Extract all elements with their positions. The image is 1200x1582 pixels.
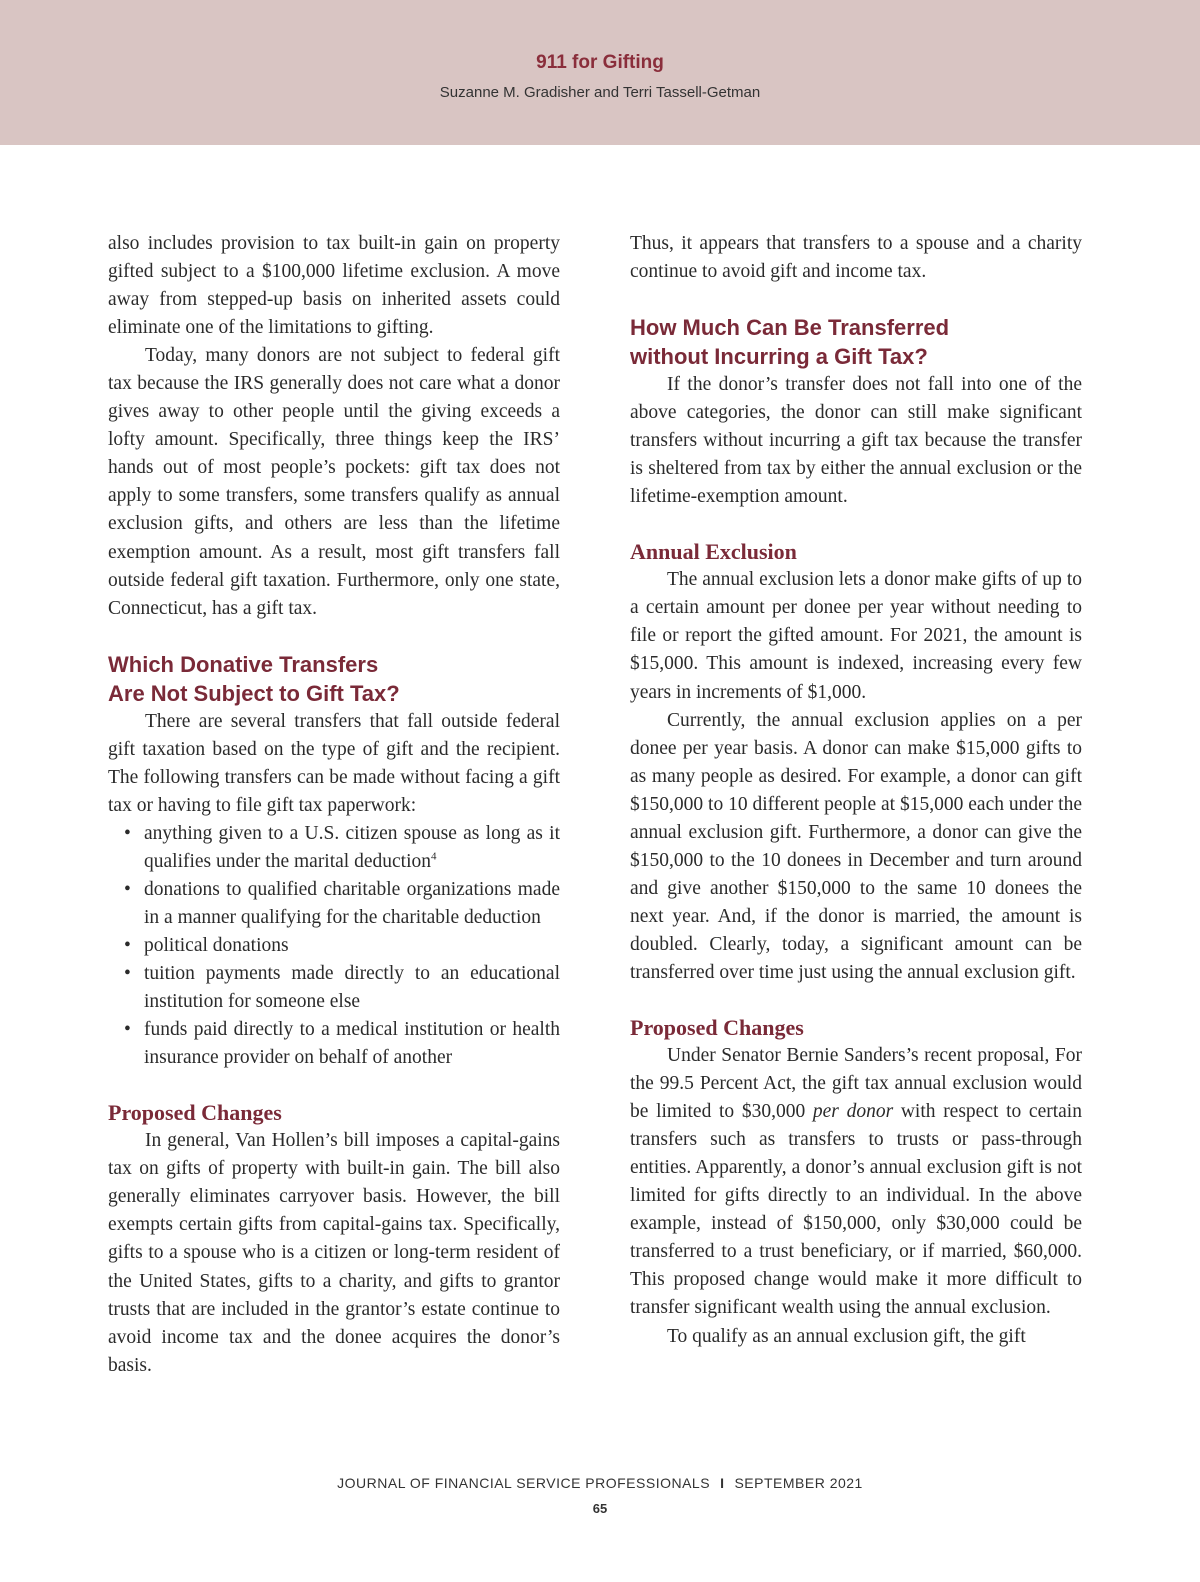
text-run: with respect to certain transfers such as transfers to trusts or pass-through entities. Apparently, a donor’s annual exclusion gift is not limited for gifts directly to an individual. In the above example, instead of $150,000, only $30,000 could be transferred to a trust beneficiary, or if married, $60,000. This proposed change would make it more difficult to transfer significant wealth using the annual exclusion. [630, 1101, 1082, 1319]
section-heading [630, 313, 1082, 371]
list-item-text: anything given to a U.S. citizen spouse as long as it qualifies under the marital deduction [144, 822, 560, 872]
bullet-glyph: • [124, 1019, 131, 1041]
list-item [108, 820, 560, 876]
paragraph: If the donor’s transfer does not fall into one of the above categories, the donor can still make significant transfers without incurring a gift tax because the transfer is sheltered from tax by either the annual exclusion or the lifetime-exemption amount. [630, 374, 1082, 508]
paragraph: Currently, the annual exclusion applies on a per donee per year basis. A donor can make $15,000 gifts to as many people as desired. For example, a donor can gift $150,000 to 10 different people at $15,000 each under the annual exclusion gift. Furthermore, a donor can give the $150,000 to the 10 donees in December and turn around and give another $150,000 to the same 10 donees the next year. And, if the donor is married, the amount is doubled. Clearly, today, a significant amount can be transferred over time just using the annual exclusion gift. [630, 709, 1082, 983]
paragraph: also includes provision to tax built-in gain on property gifted subject to a $100,000 lifetime exclusion. A move away from stepped-up basis on inherited assets could eliminate one of the limitations to gifting. [108, 233, 560, 339]
subsection-heading: Proposed Changes [630, 1015, 804, 1041]
footer-separator: I [720, 1475, 725, 1491]
paragraph: There are several transfers that fall outside federal gift taxation based on the type of gift and the recipient. The following transfers can be made without facing a gift tax or having to file gift tax paperwork: [108, 710, 560, 816]
subsection-heading: Proposed Changes [108, 1100, 282, 1126]
subsection-heading: Annual Exclusion [630, 539, 797, 565]
emphasis: per donor [812, 1101, 894, 1123]
paragraph: The annual exclusion lets a donor make gifts of up to a certain amount per donee per year without needing to file or report the gifted amount. For 2021, the amount is $15,000. This amount is indexed, increasing every few years in increments of $1,000. [630, 569, 1082, 703]
bullet-list [108, 820, 560, 1072]
running-authors: Suzanne M. Gradisher and Terri Tassell-Getman [439, 84, 761, 101]
list-item-text: political donations [144, 935, 289, 957]
list-item [108, 1016, 560, 1072]
paragraph: Today, many donors are not subject to federal gift tax because the IRS generally does not care what a donor gives away to other people until the giving exceeds a lofty amount. Specifically, three things keep the IRS’ hands out of most people’s pockets: gift tax does not apply to some transfers, some transfers qualify as annual exclusion gifts, and others are less than the lifetime exemption amount. As a result, most gift transfers fall outside federal gift taxation. Furthermore, only one state, Connecticut, has a gift tax. [108, 345, 560, 619]
list-item-text: tuition payments made directly to an educational institution for someone else [144, 963, 560, 1013]
bullet-glyph: • [124, 963, 131, 985]
paragraph [630, 1042, 1082, 1322]
right-column [630, 230, 1082, 1351]
footer-journal-line [0, 1475, 1200, 1491]
heading-line: without Incurring a Gift Tax? [630, 344, 928, 370]
bullet-glyph: • [124, 878, 131, 900]
heading-line: How Much Can Be Transferred [630, 315, 950, 341]
list-item-text: funds paid directly to a medical institution or health insurance provider on behalf of another [144, 1019, 560, 1069]
section-heading [108, 650, 560, 708]
paragraph: To qualify as an annual exclusion gift, the gift [667, 1325, 1026, 1347]
list-item [108, 960, 560, 1016]
heading-line: Are Not Subject to Gift Tax? [108, 680, 400, 706]
footnote-ref: 4 [431, 850, 437, 863]
issue-date: SEPTEMBER 2021 [734, 1475, 863, 1491]
running-title: 911 for Gifting [536, 52, 664, 73]
list-item [108, 876, 560, 932]
page-number: 65 [592, 1501, 608, 1516]
paragraph: Thus, it appears that transfers to a spouse and a charity continue to avoid gift and income tax. [630, 233, 1082, 283]
bullet-glyph: • [124, 935, 131, 957]
paragraph: In general, Van Hollen’s bill imposes a capital-gains tax on gifts of property with built-in gain. The bill also generally eliminates carryover basis. However, the bill exempts certain gifts from capital-gains tax. Specifically, gifts to a spouse who is a citizen or long-term resident of the United States, gifts to a charity, and gifts to grantor trusts that are included in the grantor’s estate continue to avoid income tax and the donee acquires the donor’s basis. [108, 1130, 560, 1376]
text-run: Under Senator Bernie Sanders’s recent proposal, For the 99.5 Percent Act, the gift tax annual exclusion would be limited to $30,000 [630, 1045, 1082, 1123]
left-column [108, 230, 560, 1380]
list-item-text: donations to qualified charitable organizations made in a manner qualifying for the charitable deduction [144, 878, 560, 928]
journal-name: JOURNAL OF FINANCIAL SERVICE PROFESSIONALS [337, 1475, 711, 1491]
list-item [108, 932, 560, 960]
bullet-glyph: • [124, 822, 131, 844]
heading-line: Which Donative Transfers [108, 651, 379, 677]
